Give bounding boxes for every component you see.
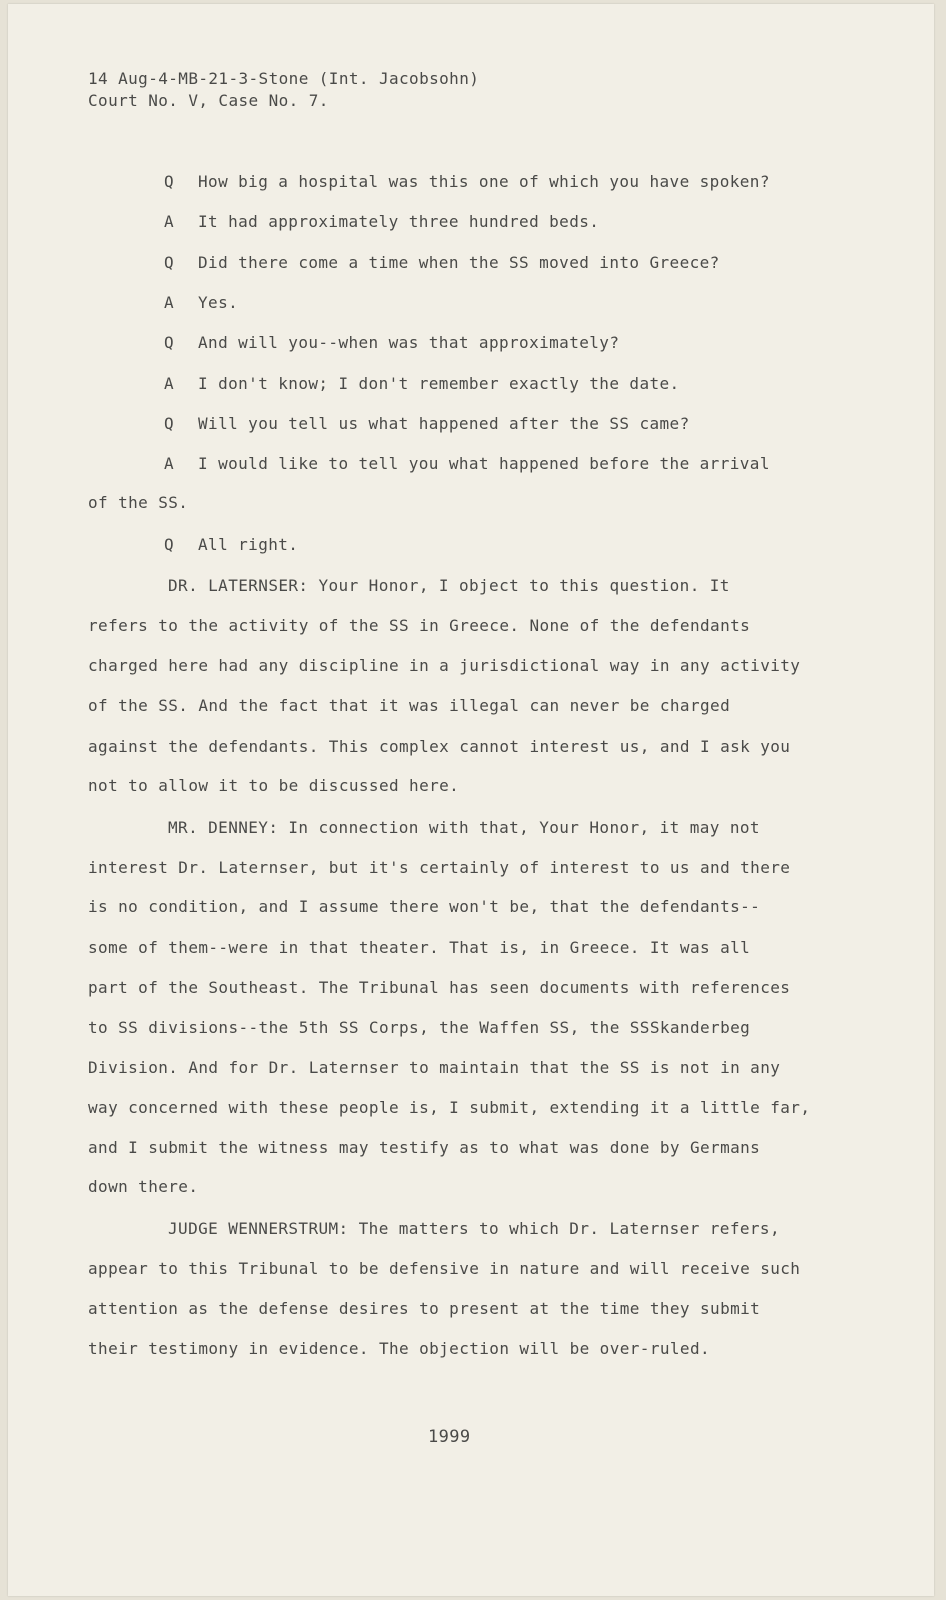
judge-line: JUDGE WENNERSTRUM: The matters to which Dr. Laternser refers, <box>168 1219 781 1238</box>
laternser-line: of the SS. And the fact that it was illegal can never be charged <box>88 696 731 715</box>
qa-marker: Q <box>164 535 175 554</box>
qa-text: I don't know; I don't remember exactly the date. <box>198 374 680 393</box>
denney-line: and I submit the witness may testify as to what was done by Germans <box>88 1138 761 1157</box>
qa-line <box>164 535 298 554</box>
denney-line: some of them--were in that theater. That is, in Greece. It was all <box>88 938 751 957</box>
denney-line: is no condition, and I assume there won't be, that the defendants-- <box>88 897 761 916</box>
header-line-1: 14 Aug-4-MB-21-3-Stone (Int. Jacobsohn) <box>88 69 480 88</box>
laternser-line: DR. LATERNSER: Your Honor, I object to this question. It <box>168 576 730 595</box>
judge-line: attention as the defense desires to present at the time they submit <box>88 1299 761 1318</box>
judge-line: their testimony in evidence. The objection will be over-ruled. <box>88 1339 711 1358</box>
denney-line: to SS divisions--the 5th SS Corps, the Waffen SS, the SSSkanderbeg <box>88 1018 751 1037</box>
header-line-2: Court No. V, Case No. 7. <box>88 91 329 110</box>
qa-marker: A <box>164 293 175 312</box>
qa-marker: Q <box>164 414 175 433</box>
judge-line: appear to this Tribunal to be defensive in nature and will receive such <box>88 1259 801 1278</box>
transcript-body <box>8 4 934 1596</box>
denney-line: Division. And for Dr. Laternser to maintain that the SS is not in any <box>88 1058 781 1077</box>
qa-line <box>164 454 770 473</box>
qa-line <box>164 212 599 231</box>
qa-line <box>164 414 690 433</box>
qa-text: It had approximately three hundred beds. <box>198 212 600 231</box>
denney-line: interest Dr. Laternser, but it's certainly of interest to us and there <box>88 858 791 877</box>
page-number: 1999 <box>428 1427 471 1447</box>
laternser-line: charged here had any discipline in a jurisdictional way in any activity <box>88 656 801 675</box>
qa-text: And will you--when was that approximately? <box>198 333 620 352</box>
qa-line <box>164 293 238 312</box>
denney-line: down there. <box>88 1177 199 1196</box>
qa-marker: Q <box>164 333 175 352</box>
laternser-line: refers to the activity of the SS in Greece. None of the defendants <box>88 616 751 635</box>
qa-continuation: of the SS. <box>88 493 189 512</box>
denney-line: MR. DENNEY: In connection with that, Your Honor, it may not <box>168 818 760 837</box>
qa-marker: A <box>164 212 175 231</box>
document-page <box>8 4 934 1596</box>
qa-marker: A <box>164 454 175 473</box>
denney-line: way concerned with these people is, I submit, extending it a little far, <box>88 1098 811 1117</box>
qa-text: All right. <box>198 535 299 554</box>
laternser-line: not to allow it to be discussed here. <box>88 776 460 795</box>
qa-line <box>164 333 619 352</box>
qa-line <box>164 374 680 393</box>
qa-marker: Q <box>164 253 175 272</box>
qa-marker: Q <box>164 172 175 191</box>
laternser-line: against the defendants. This complex cannot interest us, and I ask you <box>88 737 791 756</box>
qa-text: How big a hospital was this one of which you have spoken? <box>198 172 770 191</box>
qa-marker: A <box>164 374 175 393</box>
qa-line <box>164 172 770 191</box>
qa-line <box>164 253 720 272</box>
denney-line: part of the Southeast. The Tribunal has seen documents with references <box>88 978 791 997</box>
qa-text: Will you tell us what happened after the SS came? <box>198 414 690 433</box>
qa-text: I would like to tell you what happened before the arrival <box>198 454 770 473</box>
qa-text: Yes. <box>198 293 239 312</box>
qa-text: Did there come a time when the SS moved into Greece? <box>198 253 720 272</box>
